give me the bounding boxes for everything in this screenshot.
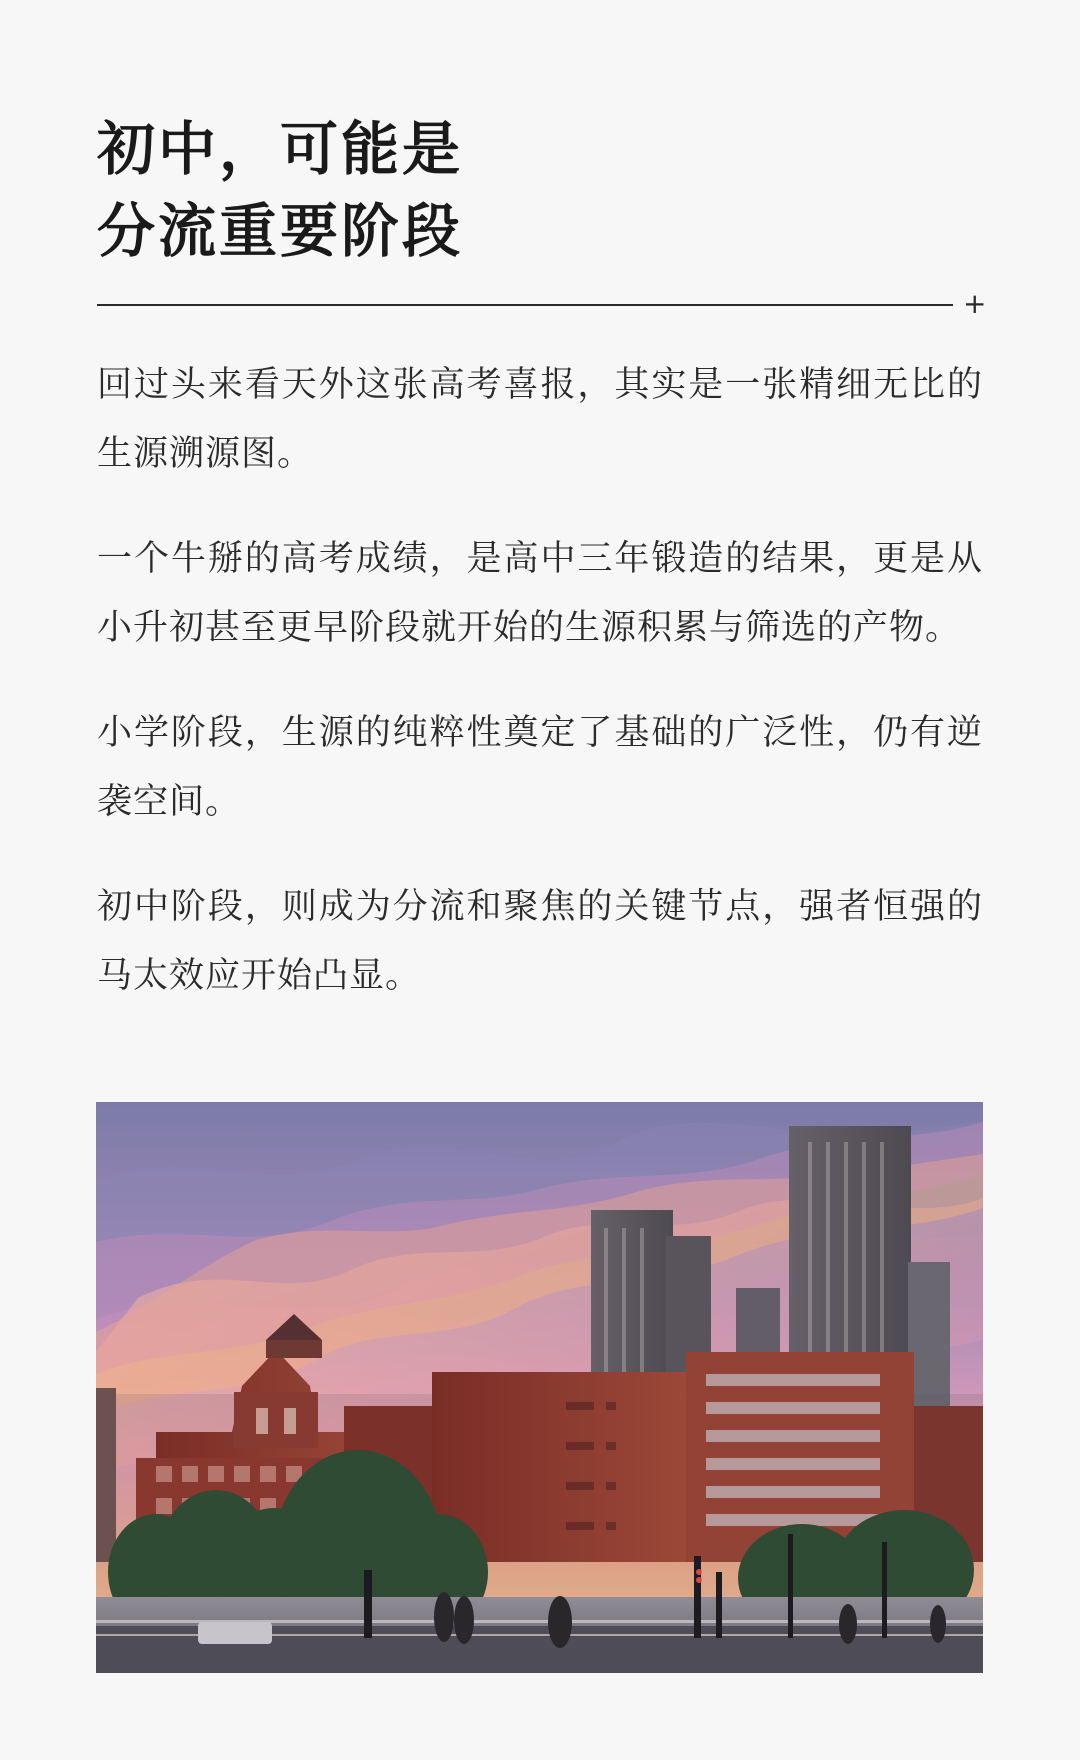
article-title xyxy=(97,108,983,272)
paragraph-2: 一个牛掰的高考成绩，是高中三年锻造的结果，更是从小升初甚至更早阶段就开始的生源积累与筛选的产物。 xyxy=(97,539,983,648)
paragraph-4: 初中阶段，则成为分流和聚焦的关键节点，强者恒强的马太效应开始凸显。 xyxy=(97,887,983,996)
title-line-1: 初中，可能是 xyxy=(97,115,464,183)
title-line-2: 分流重要阶段 xyxy=(97,197,464,265)
school-sunset-photo xyxy=(96,1102,983,1673)
article-body xyxy=(97,351,983,1011)
article xyxy=(97,108,987,1011)
divider-rule xyxy=(97,304,953,306)
paragraph-1: 回过头来看天外这张高考喜报，其实是一张精细无比的生源溯源图。 xyxy=(97,365,983,474)
paragraph-3: 小学阶段，生源的纯粹性奠定了基础的广泛性，仍有逆袭空间。 xyxy=(97,713,983,822)
plus-icon: + xyxy=(963,287,987,320)
title-divider xyxy=(97,287,987,320)
